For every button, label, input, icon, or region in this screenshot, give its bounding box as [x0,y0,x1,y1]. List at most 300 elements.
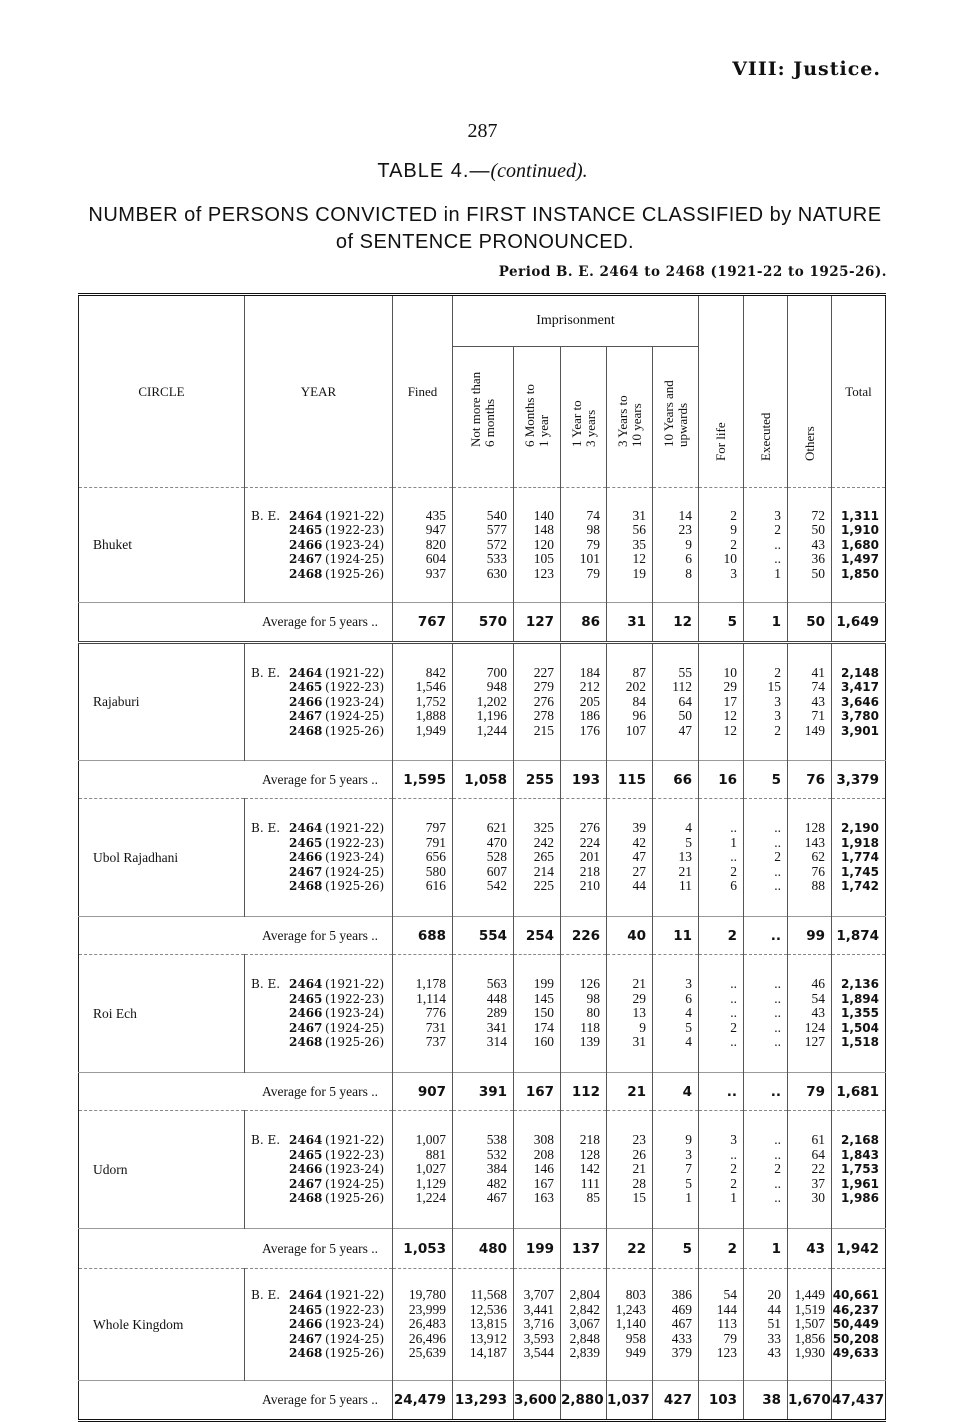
average-label: Average for 5 years .. [79,917,393,955]
cell-value: 64 [811,1146,826,1162]
year-list [245,1111,393,1229]
cell-value: 1 [730,834,738,850]
year-era: B. E. [251,1288,281,1303]
cell-value: 1 [774,565,782,581]
cell-value: 23 [632,1132,646,1148]
cell-value: 5 [685,1019,693,1035]
header-1-year-to-3-years [561,347,607,488]
year-number: 2464 [289,977,323,992]
cell-value: 46 [811,976,826,992]
cell-value: 1,843 [841,1147,880,1162]
cell-value: 15 [632,1190,646,1206]
cell-value: .. [774,976,782,992]
cell-value: 64 [678,693,693,709]
cell-value: 54 [811,990,826,1006]
cell-value: 1,910 [841,523,880,538]
year-number: 2464 [289,1133,323,1148]
value-column [514,488,561,603]
table-label-continued: (continued). [490,160,588,182]
cell-value: .. [774,834,782,850]
cell-value: 604 [425,551,446,567]
year-number: 2465 [289,523,323,538]
cell-value: 214 [533,863,554,879]
cell-value: 150 [533,1005,554,1021]
average-value: 66 [653,761,699,799]
value-column [453,643,514,761]
year-entry [251,836,392,851]
average-value: 13,293 [453,1381,514,1421]
year-range: (1921-22) [325,1288,385,1303]
cell-value: 98 [586,990,600,1006]
cell-value: 580 [425,863,446,879]
cell-value: 2 [774,664,782,680]
year-list [245,1269,393,1381]
value-column [744,1111,788,1229]
year-entry [251,879,392,894]
cell-value: .. [774,878,782,894]
year-number: 2467 [289,1020,323,1035]
cell-value: 1,196 [476,708,507,724]
cell-value: 33 [767,1330,782,1346]
cell-value: 79 [586,565,600,581]
average-row [79,761,886,799]
cell-value: 842 [425,664,446,680]
cell-value: 2 [730,1019,738,1035]
average-value: 254 [514,917,561,955]
average-value: .. [744,917,788,955]
year-era: B. E. [251,508,281,523]
year-entry [251,1035,392,1050]
cell-value: .. [730,976,738,992]
cell-value: 56 [632,522,646,538]
cell-value: 279 [533,679,554,695]
cell-value: 43 [811,693,826,709]
value-column [453,799,514,917]
value-column [788,643,832,761]
header-imprisonment: Imprisonment [453,295,699,347]
header-others [788,295,832,488]
average-value: 99 [788,917,832,955]
cell-value: 538 [486,1132,507,1148]
header-line: Not more than [468,371,483,447]
cell-value: 3,067 [569,1316,600,1332]
value-column [832,799,886,917]
value-column [561,1111,607,1229]
average-value: 79 [788,1073,832,1111]
cell-value: 61 [811,1132,826,1148]
header-not-more-6-months [453,347,514,488]
year-list [245,799,393,917]
table-body [79,488,886,1421]
value-column [699,488,744,603]
cell-value: 227 [533,664,554,680]
cell-value: 12 [723,708,738,724]
cell-value: 12 [723,722,738,738]
year-number: 2464 [289,508,323,523]
cell-value: 9 [639,1019,646,1035]
cell-value: 2 [774,849,782,865]
header-line: 1 year [536,414,551,447]
year-entry [251,865,392,880]
cell-value: .. [730,1034,738,1050]
value-column [607,488,653,603]
circle-block [79,643,886,761]
cell-value: 215 [533,722,554,738]
cell-value: 3,716 [523,1316,554,1332]
year-entry [251,1021,392,1036]
year-entry [251,992,392,1007]
cell-value: 43 [811,536,826,552]
circle-block [79,955,886,1073]
year-entry [251,977,392,992]
cell-value: 160 [533,1034,554,1050]
header-line: 10 years [628,403,644,447]
cell-value: 149 [804,722,826,738]
circle-name: Ubol Rajadhani [79,799,245,917]
average-value: 127 [514,603,561,643]
cell-value: 467 [486,1190,507,1206]
value-column [788,955,832,1073]
average-value: 47,437 [832,1381,886,1421]
year-number: 2465 [289,1147,323,1162]
cell-value: 2 [730,863,738,879]
cell-value: 84 [632,693,646,709]
cell-value: 2,804 [569,1287,600,1303]
circle-block [79,1111,886,1229]
cell-value: 563 [486,976,507,992]
average-label: Average for 5 years .. [79,761,393,799]
value-column [607,643,653,761]
cell-value: 776 [425,1005,446,1021]
cell-value: 174 [533,1019,554,1035]
cell-value: 120 [533,536,554,552]
value-column [453,1269,514,1381]
cell-value: 101 [579,551,600,567]
cell-value: 948 [486,679,507,695]
average-value: 103 [699,1381,744,1421]
value-column [514,643,561,761]
cell-value: 124 [804,1019,826,1035]
cell-value: 3 [685,1146,693,1162]
average-value: 137 [561,1229,607,1269]
value-column [514,1111,561,1229]
cell-value: 448 [486,990,507,1006]
cell-value: 50,449 [832,1317,880,1332]
cell-value: 225 [533,878,554,894]
value-column [744,643,788,761]
cell-value: 127 [804,1034,826,1050]
average-value: 1,874 [832,917,886,955]
average-value: 115 [607,761,653,799]
cell-value: 218 [579,1132,600,1148]
average-value: 1,942 [832,1229,886,1269]
cell-value: 199 [533,976,554,992]
cell-value: 35 [632,536,646,552]
average-value: 40 [607,917,653,955]
cell-value: 128 [579,1146,600,1162]
value-column [561,488,607,603]
cell-value: 797 [425,820,446,836]
year-era: B. E. [251,977,281,992]
cell-value: 88 [811,878,826,894]
cell-value: 26,496 [408,1330,446,1346]
year-range: (1922-23) [325,680,385,695]
value-column [653,799,699,917]
cell-value: 25,639 [408,1345,446,1361]
cell-value: 278 [533,708,554,724]
cell-value: 947 [425,522,446,538]
cell-value: 163 [533,1190,554,1206]
header-circle: CIRCLE [79,295,245,488]
cell-value: 7 [685,1161,693,1177]
average-value: 226 [561,917,607,955]
year-range: (1925-26) [325,566,385,581]
cell-value: 12 [632,551,646,567]
value-column [607,799,653,917]
year-range: (1922-23) [325,1302,385,1317]
average-value: 76 [788,761,832,799]
year-number: 2465 [289,991,323,1006]
header-line: 10 Years and [660,380,676,447]
average-value: 22 [607,1229,653,1269]
cell-value: 4 [685,820,693,836]
cell-value: 1,449 [794,1287,826,1303]
cell-value: 85 [586,1190,600,1206]
cell-value: 51 [767,1316,782,1332]
average-value: 5 [653,1229,699,1269]
cell-value: 1,244 [476,722,507,738]
cell-value: 13,815 [469,1316,507,1332]
cell-value: 54 [723,1287,738,1303]
cell-value: 44 [632,878,646,894]
average-value: 1,681 [832,1073,886,1111]
average-value: 5 [699,603,744,643]
year-range: (1924-25) [325,1020,385,1035]
average-value: 193 [561,761,607,799]
average-row [79,917,886,955]
average-value: 1 [744,1229,788,1269]
value-column [653,955,699,1073]
cell-value: 540 [486,507,507,523]
cell-value: 1 [730,1190,738,1206]
year-entry [251,850,392,865]
year-era: B. E. [251,1133,281,1148]
value-column [653,488,699,603]
year-entry [251,709,392,724]
cell-value: 13 [678,849,693,865]
cell-value: 737 [425,1034,446,1050]
cell-value: .. [730,820,738,836]
average-value: 2 [699,1229,744,1269]
cell-value: 572 [486,536,507,552]
average-value: 16 [699,761,744,799]
cell-value: 146 [533,1161,554,1177]
cell-value: 1,930 [794,1345,826,1361]
value-column [699,955,744,1073]
cell-value: 881 [425,1146,446,1162]
year-entry [251,680,392,695]
year-number: 2467 [289,864,323,879]
average-value: 24,479 [393,1381,453,1421]
cell-value: 2 [730,1175,738,1191]
average-value: 427 [653,1381,699,1421]
average-value: 5 [744,761,788,799]
average-value: 3,600 [514,1381,561,1421]
cell-value: 5 [685,834,693,850]
cell-value: 176 [579,722,600,738]
running-head: VIII: Justice. [732,58,881,80]
header-year: YEAR [245,295,393,488]
value-column [744,799,788,917]
cell-value: 379 [671,1345,693,1361]
header-line: 6 Months to [522,384,537,447]
average-value: 2 [699,917,744,955]
year-range: (1923-24) [325,1317,385,1332]
year-range: (1921-22) [325,508,385,523]
value-column [561,1269,607,1381]
average-value: 570 [453,603,514,643]
cell-value: 224 [579,834,600,850]
cell-value: 2 [774,722,782,738]
cell-value: 1,894 [841,991,880,1006]
cell-value: 9 [730,522,738,538]
cell-value: .. [774,1034,782,1050]
year-range: (1922-23) [325,991,385,1006]
header-line: Executed [757,412,773,461]
value-column [514,799,561,917]
average-value: 11 [653,917,699,955]
circle-block [79,799,886,917]
cell-value: 218 [579,863,600,879]
year-number: 2467 [289,1331,323,1346]
value-column [453,955,514,1073]
average-value: 554 [453,917,514,955]
cell-value: 3 [730,565,738,581]
cell-value: 6 [730,878,738,894]
circle-name: Rajaburi [79,643,245,761]
average-value: 1,595 [393,761,453,799]
cell-value: 1,519 [794,1301,826,1317]
average-value: 50 [788,603,832,643]
year-entry [251,1288,392,1303]
average-value: 2,880 [561,1381,607,1421]
cell-value: 6 [685,990,693,1006]
cell-value: 42 [632,834,646,850]
cell-value: 29 [723,679,738,695]
cell-value: 55 [678,664,693,680]
value-column [561,799,607,917]
cell-value: 43 [767,1345,782,1361]
cell-value: 386 [671,1287,693,1303]
cell-value: 1,742 [841,879,880,894]
average-value: 112 [561,1073,607,1111]
year-number: 2466 [289,694,323,709]
cell-value: 1,178 [415,976,446,992]
cell-value: 731 [425,1019,446,1035]
cell-value: 1,680 [841,537,880,552]
year-entry [251,695,392,710]
cell-value: 139 [579,1034,600,1050]
year-range: (1921-22) [325,1133,385,1148]
year-range: (1925-26) [325,1191,385,1206]
average-value: 480 [453,1229,514,1269]
cell-value: 96 [632,708,646,724]
cell-value: 126 [579,976,600,992]
value-column [832,955,886,1073]
cell-value: 22 [811,1161,826,1177]
cell-value: 532 [486,1146,507,1162]
year-range: (1925-26) [325,1035,385,1050]
cell-value: 28 [632,1175,646,1191]
value-column [393,799,453,917]
year-entry [251,821,392,836]
year-number: 2467 [289,552,323,567]
average-label: Average for 5 years .. [79,1229,393,1269]
cell-value: 142 [579,1161,600,1177]
average-label: Average for 5 years .. [79,1073,393,1111]
cell-value: 469 [671,1301,693,1317]
value-column [832,488,886,603]
average-row [79,1073,886,1111]
cell-value: 3 [774,693,782,709]
cell-value: .. [774,536,782,552]
value-column [607,1111,653,1229]
value-column [653,643,699,761]
cell-value: 9 [685,536,693,552]
cell-value: 265 [533,849,554,865]
value-column [393,955,453,1073]
cell-value: .. [774,1190,782,1206]
value-column [393,1269,453,1381]
cell-value: 140 [533,507,554,523]
year-number: 2466 [289,850,323,865]
cell-value: 1,918 [841,835,880,850]
value-column [453,488,514,603]
value-column [561,643,607,761]
header-line: Others [801,426,817,461]
cell-value: 656 [425,849,446,865]
year-list [245,643,393,761]
year-entry [251,1317,392,1332]
year-number: 2465 [289,835,323,850]
cell-value: 2 [730,1161,738,1177]
year-number: 2467 [289,1176,323,1191]
cell-value: 79 [723,1330,738,1346]
average-value: 3,379 [832,761,886,799]
cell-value: 3 [774,708,782,724]
cell-value: 21 [678,863,693,879]
year-range: (1923-24) [325,850,385,865]
cell-value: 19 [632,565,646,581]
average-value: .. [744,1073,788,1111]
value-column [744,955,788,1073]
cell-value: 21 [632,1161,646,1177]
cell-value: 308 [533,1132,554,1148]
cell-value: 937 [425,565,446,581]
year-entry [251,567,392,582]
year-range: (1923-24) [325,537,385,552]
cell-value: 87 [632,664,646,680]
cell-value: 40,661 [832,1288,880,1303]
cell-value: .. [774,1019,782,1035]
year-number: 2466 [289,1162,323,1177]
circle-name: Bhuket [79,488,245,603]
cell-value: 2 [730,507,738,523]
year-entry [251,509,392,524]
cell-value: 700 [486,664,507,680]
cell-value: 435 [425,507,446,523]
cell-value: 74 [586,507,600,523]
